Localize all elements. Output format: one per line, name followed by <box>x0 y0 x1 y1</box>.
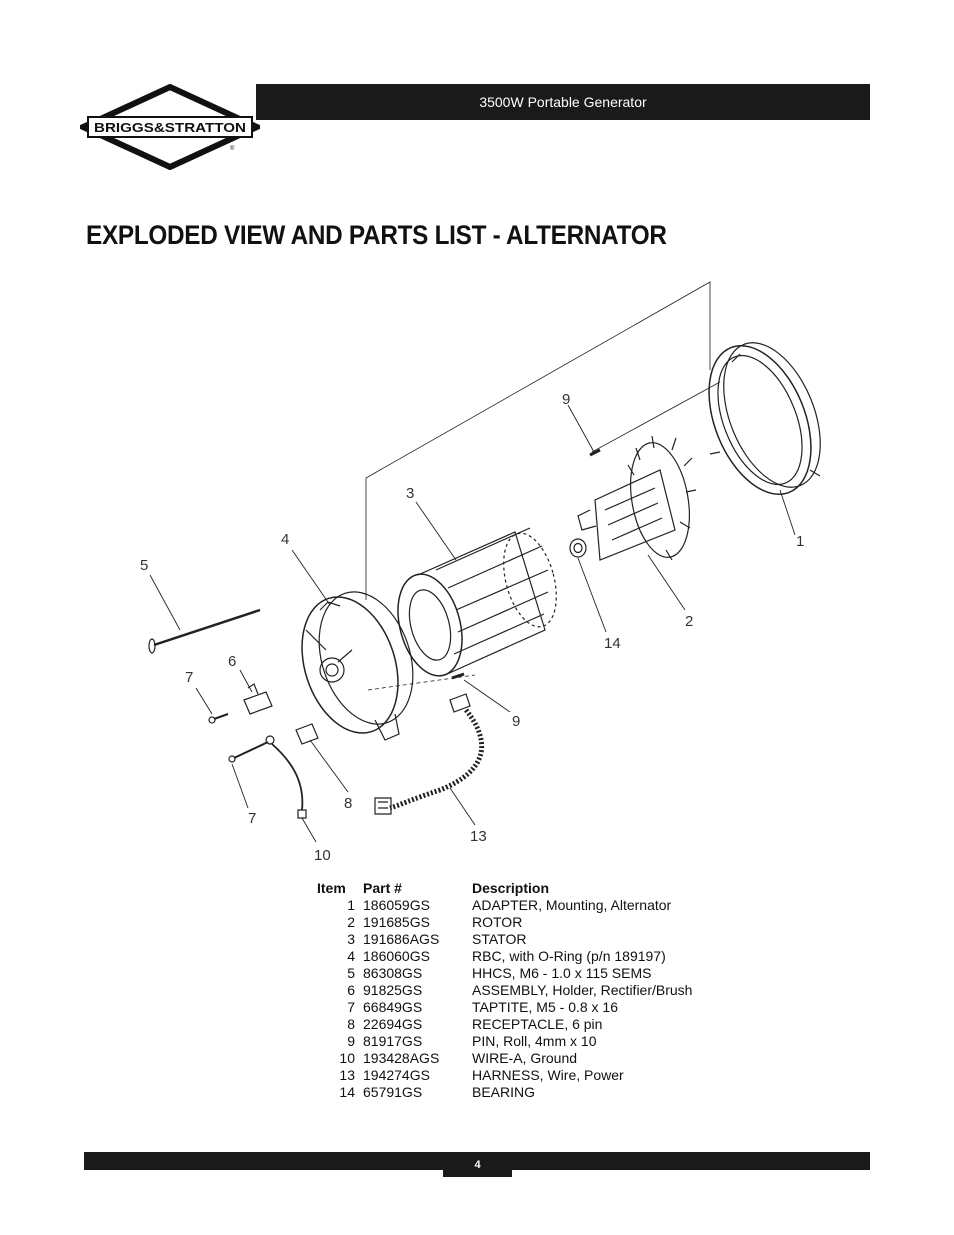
table-row <box>314 1033 692 1050</box>
table-row <box>314 1016 692 1033</box>
callout-10: 10 <box>314 847 331 864</box>
part-number: 81917GS <box>363 1033 423 1049</box>
callout-3: 3 <box>406 485 415 502</box>
part-number: 186060GS <box>363 948 430 964</box>
brand-logo <box>80 84 260 170</box>
table-row <box>314 914 692 931</box>
part-number: 86308GS <box>363 965 423 981</box>
page-number: 4 <box>443 1152 512 1177</box>
parts-list-table <box>314 880 692 1101</box>
part-number: 22694GS <box>363 1016 423 1032</box>
rbc-housing <box>286 580 429 746</box>
adapter-mounting-alternator <box>689 329 839 509</box>
callout-14: 14 <box>604 635 621 652</box>
hhcs-bolt <box>149 610 260 653</box>
part-description: ADAPTER, Mounting, Alternator <box>472 897 672 913</box>
table-row <box>314 897 692 914</box>
column-header-item: Item <box>317 880 346 896</box>
part-description: ASSEMBLY, Holder, Rectifier/Brush <box>472 982 693 998</box>
callout-9-upper: 9 <box>562 391 571 408</box>
table-row <box>314 1050 692 1067</box>
table-row <box>314 1067 692 1084</box>
parts-list-header-row <box>314 880 692 897</box>
part-description: ROTOR <box>472 914 523 930</box>
item-number: 1 <box>347 897 355 913</box>
callout-7-lower: 7 <box>248 810 257 827</box>
bearing <box>570 539 586 557</box>
item-number: 6 <box>347 982 355 998</box>
part-description: HARNESS, Wire, Power <box>472 1067 624 1083</box>
header-bar <box>256 84 870 120</box>
callout-5: 5 <box>140 557 149 574</box>
table-row <box>314 931 692 948</box>
ground-wire <box>266 736 306 818</box>
item-number: 14 <box>339 1084 355 1100</box>
item-number: 3 <box>347 931 355 947</box>
part-number: 186059GS <box>363 897 430 913</box>
part-number: 191686AGS <box>363 931 440 947</box>
callout-13: 13 <box>470 828 487 845</box>
rotor <box>578 436 698 562</box>
callout-6: 6 <box>228 653 237 670</box>
part-description: TAPTITE, M5 - 0.8 x 16 <box>472 999 619 1015</box>
svg-text:®: ® <box>230 146 235 152</box>
part-number: 194274GS <box>363 1067 430 1083</box>
table-row <box>314 948 692 965</box>
part-number: 91825GS <box>363 982 423 998</box>
table-row <box>314 1084 692 1101</box>
part-description: BEARING <box>472 1084 536 1100</box>
part-number: 193428AGS <box>363 1050 440 1066</box>
callout-8: 8 <box>344 795 353 812</box>
item-number: 13 <box>339 1067 355 1083</box>
column-header-description: Description <box>472 880 550 896</box>
part-description: HHCS, M6 - 1.0 x 115 SEMS <box>472 965 652 981</box>
page-title: EXPLODED VIEW AND PARTS LIST - ALTERNATOR <box>86 220 667 250</box>
part-description: PIN, Roll, 4mm x 10 <box>472 1033 597 1049</box>
table-row <box>314 982 692 999</box>
part-number: 66849GS <box>363 999 423 1015</box>
item-number: 4 <box>347 948 355 964</box>
callout-7-upper: 7 <box>185 669 194 686</box>
table-row <box>314 965 692 982</box>
part-description: RECEPTACLE, 6 pin <box>472 1016 603 1032</box>
logo-text: BRIGGS&STRATTON <box>94 120 246 135</box>
part-description: WIRE-A, Ground <box>472 1050 578 1066</box>
item-number: 8 <box>347 1016 355 1032</box>
item-number: 5 <box>347 965 355 981</box>
item-number: 2 <box>347 914 355 930</box>
part-number: 65791GS <box>363 1084 423 1100</box>
item-number: 7 <box>347 999 355 1015</box>
column-header-part: Part # <box>363 880 402 896</box>
rectifier-brush-holder <box>244 684 272 714</box>
callout-1: 1 <box>796 533 805 550</box>
callout-2: 2 <box>685 613 694 630</box>
stator <box>388 527 566 683</box>
part-description: STATOR <box>472 931 527 947</box>
part-description: RBC, with O-Ring (p/n 189197) <box>472 948 666 964</box>
exploded-view-diagram <box>120 270 860 870</box>
callout-9-lower: 9 <box>512 713 521 730</box>
taptite-screws <box>209 714 268 762</box>
item-number: 10 <box>339 1050 355 1066</box>
roll-pins <box>452 450 600 678</box>
table-row <box>314 999 692 1016</box>
item-number: 9 <box>347 1033 355 1049</box>
part-number: 191685GS <box>363 914 430 930</box>
document-title: 3500W Portable Generator <box>479 94 647 110</box>
receptacle-6-pin <box>296 724 318 744</box>
callout-4: 4 <box>281 531 290 548</box>
wire-harness <box>375 694 482 814</box>
